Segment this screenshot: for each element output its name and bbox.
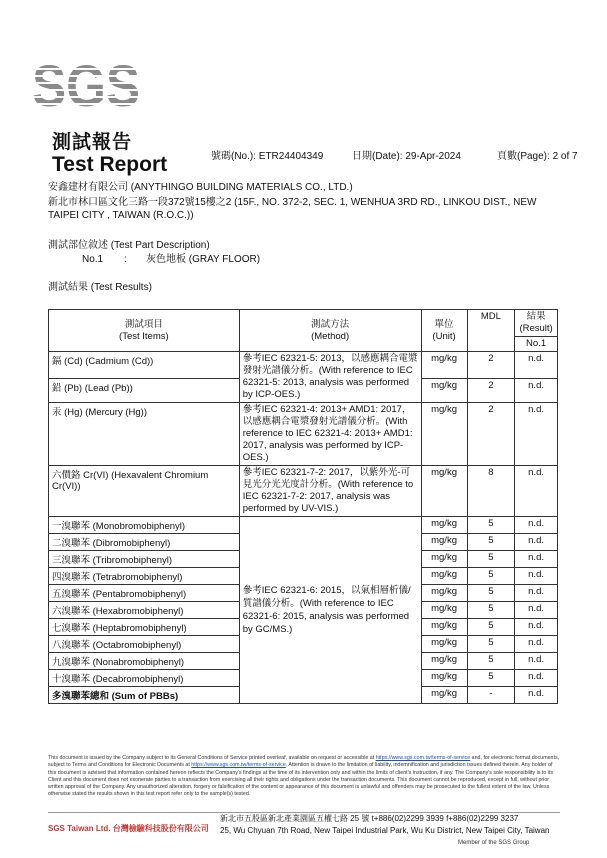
- report-date: 日期(Date): 29-Apr-2024: [352, 151, 461, 162]
- row-item: 四溴聯苯 (Tetrabromobiphenyl): [49, 568, 240, 585]
- method-cell: 參考IEC 62321-7-2: 2017，以紫外光-可見光分光光度計分析。(With reference to IEC 62321-7-2: 2017, analysis was performed by UV-VIS.): [239, 466, 421, 517]
- method-cell: 參考IEC 62321-4: 2013+ AMD1: 2017，以感應耦合電漿發射光譜儀分析。(With reference to IEC 62321-4: 2013+ AMD1: 2017, analysis was performed by ICP-OES.): [239, 403, 421, 466]
- row-result: n.d.: [515, 551, 558, 568]
- row-unit: mg/kg: [421, 403, 467, 466]
- col-unit: 單位 (Unit): [421, 310, 467, 352]
- row-result: n.d.: [515, 636, 558, 653]
- row-mdl: 2: [467, 403, 515, 466]
- footer-disclaimer: This document is issued by the Company subject to its General Conditions of Service printed overleaf, available on request or accessible at https://www.sgs.com.tw/terms-of-service and, for electronic format documents, subject to Terms and Conditions for Electronic Documents at https://www.sgs.com.tw/terms-of-service. Attention is drawn to the limitation of liability, indemnification and jurisdiction issues defined therein. Any holder of this document is advised that information contained hereon reflects the Company's findings at the time of its intervention only and within the limits of client's instruction, if any. The Company's sole responsibility is to its Client and this document does not exonerate parties to a transaction from exercising all their rights and obligations under the transaction documents. This document cannot be reproduced, except in full, without prior written approval of the Company. Any unauthorized alteration, forgery or falsification of the content or appearance of this document is unlawful and offenders may be prosecuted to the fullest extent of the law. Unless otherwise stated the results shown in this test report refer only to the sample(s) tested.: [48, 755, 560, 798]
- results-heading: 測試結果 (Test Results): [48, 282, 152, 293]
- table-row: [49, 466, 558, 517]
- row-result: n.d.: [515, 568, 558, 585]
- row-result: n.d.: [515, 466, 558, 517]
- col-result: 結果 (Result): [515, 310, 558, 337]
- row-item: 鉛 (Pb) (Lead (Pb)): [49, 379, 240, 403]
- member-note: Member of the SGS Group: [458, 840, 530, 846]
- row-result: n.d.: [515, 687, 558, 704]
- row-item: 九溴聯苯 (Nonabromobiphenyl): [49, 653, 240, 670]
- row-mdl: 2: [467, 352, 515, 379]
- col-sample: No.1: [515, 337, 558, 352]
- address-en: 25, Wu Chyuan 7th Road, New Taipei Industrial Park, Wu Ku District, New Taipei City, Taiwan: [220, 826, 550, 835]
- sgs-logo-icon: [30, 56, 142, 114]
- client-address-line2: TAIPEI CITY , TAIWAN (R.O.C.)): [48, 210, 194, 221]
- address-zh: 新北市五股區新北產業園區五權七路 25 號 t+886(02)2299 3939 f+886(02)2299 3237: [220, 814, 519, 823]
- row-mdl: 5: [467, 653, 515, 670]
- row-result: n.d.: [515, 379, 558, 403]
- row-unit: mg/kg: [421, 636, 467, 653]
- part-colon: :: [124, 254, 127, 265]
- row-unit: mg/kg: [421, 352, 467, 379]
- row-mdl: 2: [467, 379, 515, 403]
- client-name: 安鑫建材有限公司 (ANYTHINGO BUILDING MATERIALS CO., LTD.): [48, 182, 353, 193]
- row-item: 一溴聯苯 (Monobromobiphenyl): [49, 517, 240, 534]
- title-en: Test Report: [52, 153, 168, 176]
- row-mdl: 5: [467, 670, 515, 687]
- row-unit: mg/kg: [421, 379, 467, 403]
- col-items: 測試項目 (Test Items): [49, 310, 240, 352]
- row-item: 八溴聯苯 (Octabromobiphenyl): [49, 636, 240, 653]
- row-unit: mg/kg: [421, 670, 467, 687]
- row-result: n.d.: [515, 534, 558, 551]
- row-mdl: 8: [467, 466, 515, 517]
- row-result: n.d.: [515, 352, 558, 379]
- col-method: 測試方法 (Method): [239, 310, 421, 352]
- part-description-heading: 測試部位敘述 (Test Part Description): [48, 240, 210, 251]
- company-name: SGS Taiwan Ltd. 台灣檢驗科技股份有限公司: [48, 824, 209, 833]
- row-unit: mg/kg: [421, 687, 467, 704]
- row-result: n.d.: [515, 653, 558, 670]
- title-zh: 測試報告: [52, 132, 133, 153]
- row-item: 五溴聯苯 (Pentabromobiphenyl): [49, 585, 240, 602]
- row-mdl: -: [467, 687, 515, 704]
- part-number: No.1: [82, 254, 104, 265]
- row-mdl: 5: [467, 568, 515, 585]
- client-address-line1: 新北市林口區文化三路一段372號15樓之2 (15F., NO. 372-2, SEC. 1, WENHUA 3RD RD., LINKOU DIST., NEW: [48, 197, 537, 208]
- electronic-terms-link[interactable]: https://www.sgs.com.tw/terms-of-service: [191, 762, 286, 769]
- row-unit: mg/kg: [421, 619, 467, 636]
- row-unit: mg/kg: [421, 602, 467, 619]
- row-item: 多溴聯苯總和 (Sum of PBBs): [49, 687, 240, 704]
- terms-link[interactable]: https://www.sgs.com.tw/terms-of-service: [375, 755, 471, 761]
- row-mdl: 5: [467, 534, 515, 551]
- row-result: n.d.: [515, 670, 558, 687]
- row-item: 六溴聯苯 (Hexabromobiphenyl): [49, 602, 240, 619]
- row-result: n.d.: [515, 619, 558, 636]
- row-unit: mg/kg: [421, 653, 467, 670]
- row-item: 鎘 (Cd) (Cadmium (Cd)): [49, 352, 240, 379]
- row-unit: mg/kg: [421, 568, 467, 585]
- row-mdl: 5: [467, 585, 515, 602]
- row-unit: mg/kg: [421, 534, 467, 551]
- row-mdl: 5: [467, 517, 515, 534]
- company-address: [220, 813, 549, 837]
- row-unit: mg/kg: [421, 551, 467, 568]
- row-item: 二溴聯苯 (Dibromobiphenyl): [49, 534, 240, 551]
- row-mdl: 5: [467, 551, 515, 568]
- row-item: 十溴聯苯 (Decabromobiphenyl): [49, 670, 240, 687]
- table-row: [49, 403, 558, 466]
- row-mdl: 5: [467, 636, 515, 653]
- report-number: 號碼(No.): ETR24404349: [211, 151, 324, 162]
- table-header-row: [49, 310, 558, 337]
- row-result: n.d.: [515, 403, 558, 466]
- row-result: n.d.: [515, 602, 558, 619]
- method-cell: 參考IEC 62321-6: 2015，以氣相層析儀/質譜儀分析。(With reference to IEC 62321-6: 2015, analysis was performed by GC/MS.): [239, 517, 421, 704]
- method-cell: 參考IEC 62321-5: 2013，以感應耦合電漿發射光譜儀分析。(With reference to IEC 62321-5: 2013, analysis was performed by ICP-OES.): [239, 352, 421, 403]
- results-table: [48, 309, 558, 704]
- row-result: n.d.: [515, 585, 558, 602]
- sgs-logo: [30, 56, 142, 114]
- row-item: 三溴聯苯 (Tribromobiphenyl): [49, 551, 240, 568]
- part-desc: 灰色地板 (GRAY FLOOR): [146, 254, 261, 265]
- row-item: 六價鉻 Cr(VI) (Hexavalent Chromium Cr(VI)): [49, 466, 240, 517]
- row-unit: mg/kg: [421, 466, 467, 517]
- col-mdl: MDL: [467, 310, 515, 352]
- page-number: 頁數(Page): 2 of 7: [497, 151, 578, 162]
- row-mdl: 5: [467, 619, 515, 636]
- table-row: [49, 352, 558, 379]
- row-item: 汞 (Hg) (Mercury (Hg)): [49, 403, 240, 466]
- row-unit: mg/kg: [421, 585, 467, 602]
- table-row: [49, 517, 558, 534]
- row-item: 七溴聯苯 (Heptabromobiphenyl): [49, 619, 240, 636]
- row-unit: mg/kg: [421, 517, 467, 534]
- row-mdl: 5: [467, 602, 515, 619]
- row-result: n.d.: [515, 517, 558, 534]
